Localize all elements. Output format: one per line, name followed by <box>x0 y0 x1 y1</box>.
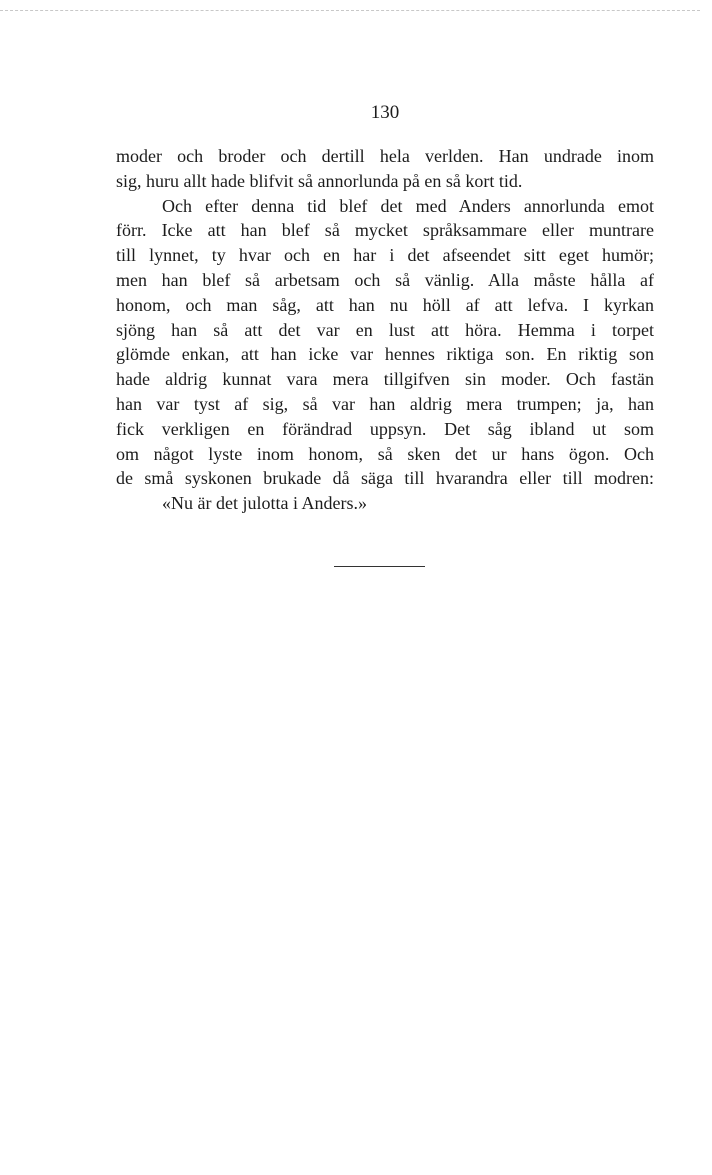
text-line: glömde enkan, att han icke var hennes riktiga son. En riktig son <box>116 344 654 365</box>
text-line: han var tyst af sig, så var han aldrig mera trumpen; ja, han <box>116 393 654 414</box>
text-line: men han blef så arbetsam och så vänlig. Alla måste hålla af <box>116 269 654 290</box>
text-line: Och efter denna tid blef det med Anders annorlunda emot <box>162 195 654 216</box>
text-line: om något lyste inom honom, så sken det ur hans ögon. Och <box>116 443 654 464</box>
text-line: till lynnet, ty hvar och en har i det afseendet sitt eget humör; <box>116 245 654 266</box>
text-line: förr. Icke att han blef så mycket språksammare eller muntrare <box>116 220 654 241</box>
section-end-rule <box>334 566 425 567</box>
body-text <box>116 144 654 516</box>
page-number: 130 <box>370 102 400 123</box>
text-line: fick verkligen en förändrad uppsyn. Det såg ibland ut som <box>116 418 654 439</box>
text-line: «Nu är det julotta i Anders.» <box>162 493 367 514</box>
text-line: moder och broder och dertill hela verlden. Han undrade inom <box>116 146 654 166</box>
text-line: honom, och man såg, att han nu höll af att lefva. I kyrkan <box>116 294 654 315</box>
paragraph-3 <box>116 491 654 516</box>
text-line: sig, huru allt hade blifvit så annorlunda på en så kort tid. <box>116 170 523 191</box>
text-line: de små syskonen brukade då säga till hvarandra eller till modren: <box>116 468 654 489</box>
top-edge-rule <box>0 10 700 11</box>
text-line: hade aldrig kunnat vara mera tillgifven sin moder. Och fastän <box>116 369 654 390</box>
paragraph-1 <box>116 144 654 194</box>
paragraph-2 <box>116 194 654 492</box>
text-line: sjöng han så att det var en lust att höra. Hemma i torpet <box>116 319 654 340</box>
